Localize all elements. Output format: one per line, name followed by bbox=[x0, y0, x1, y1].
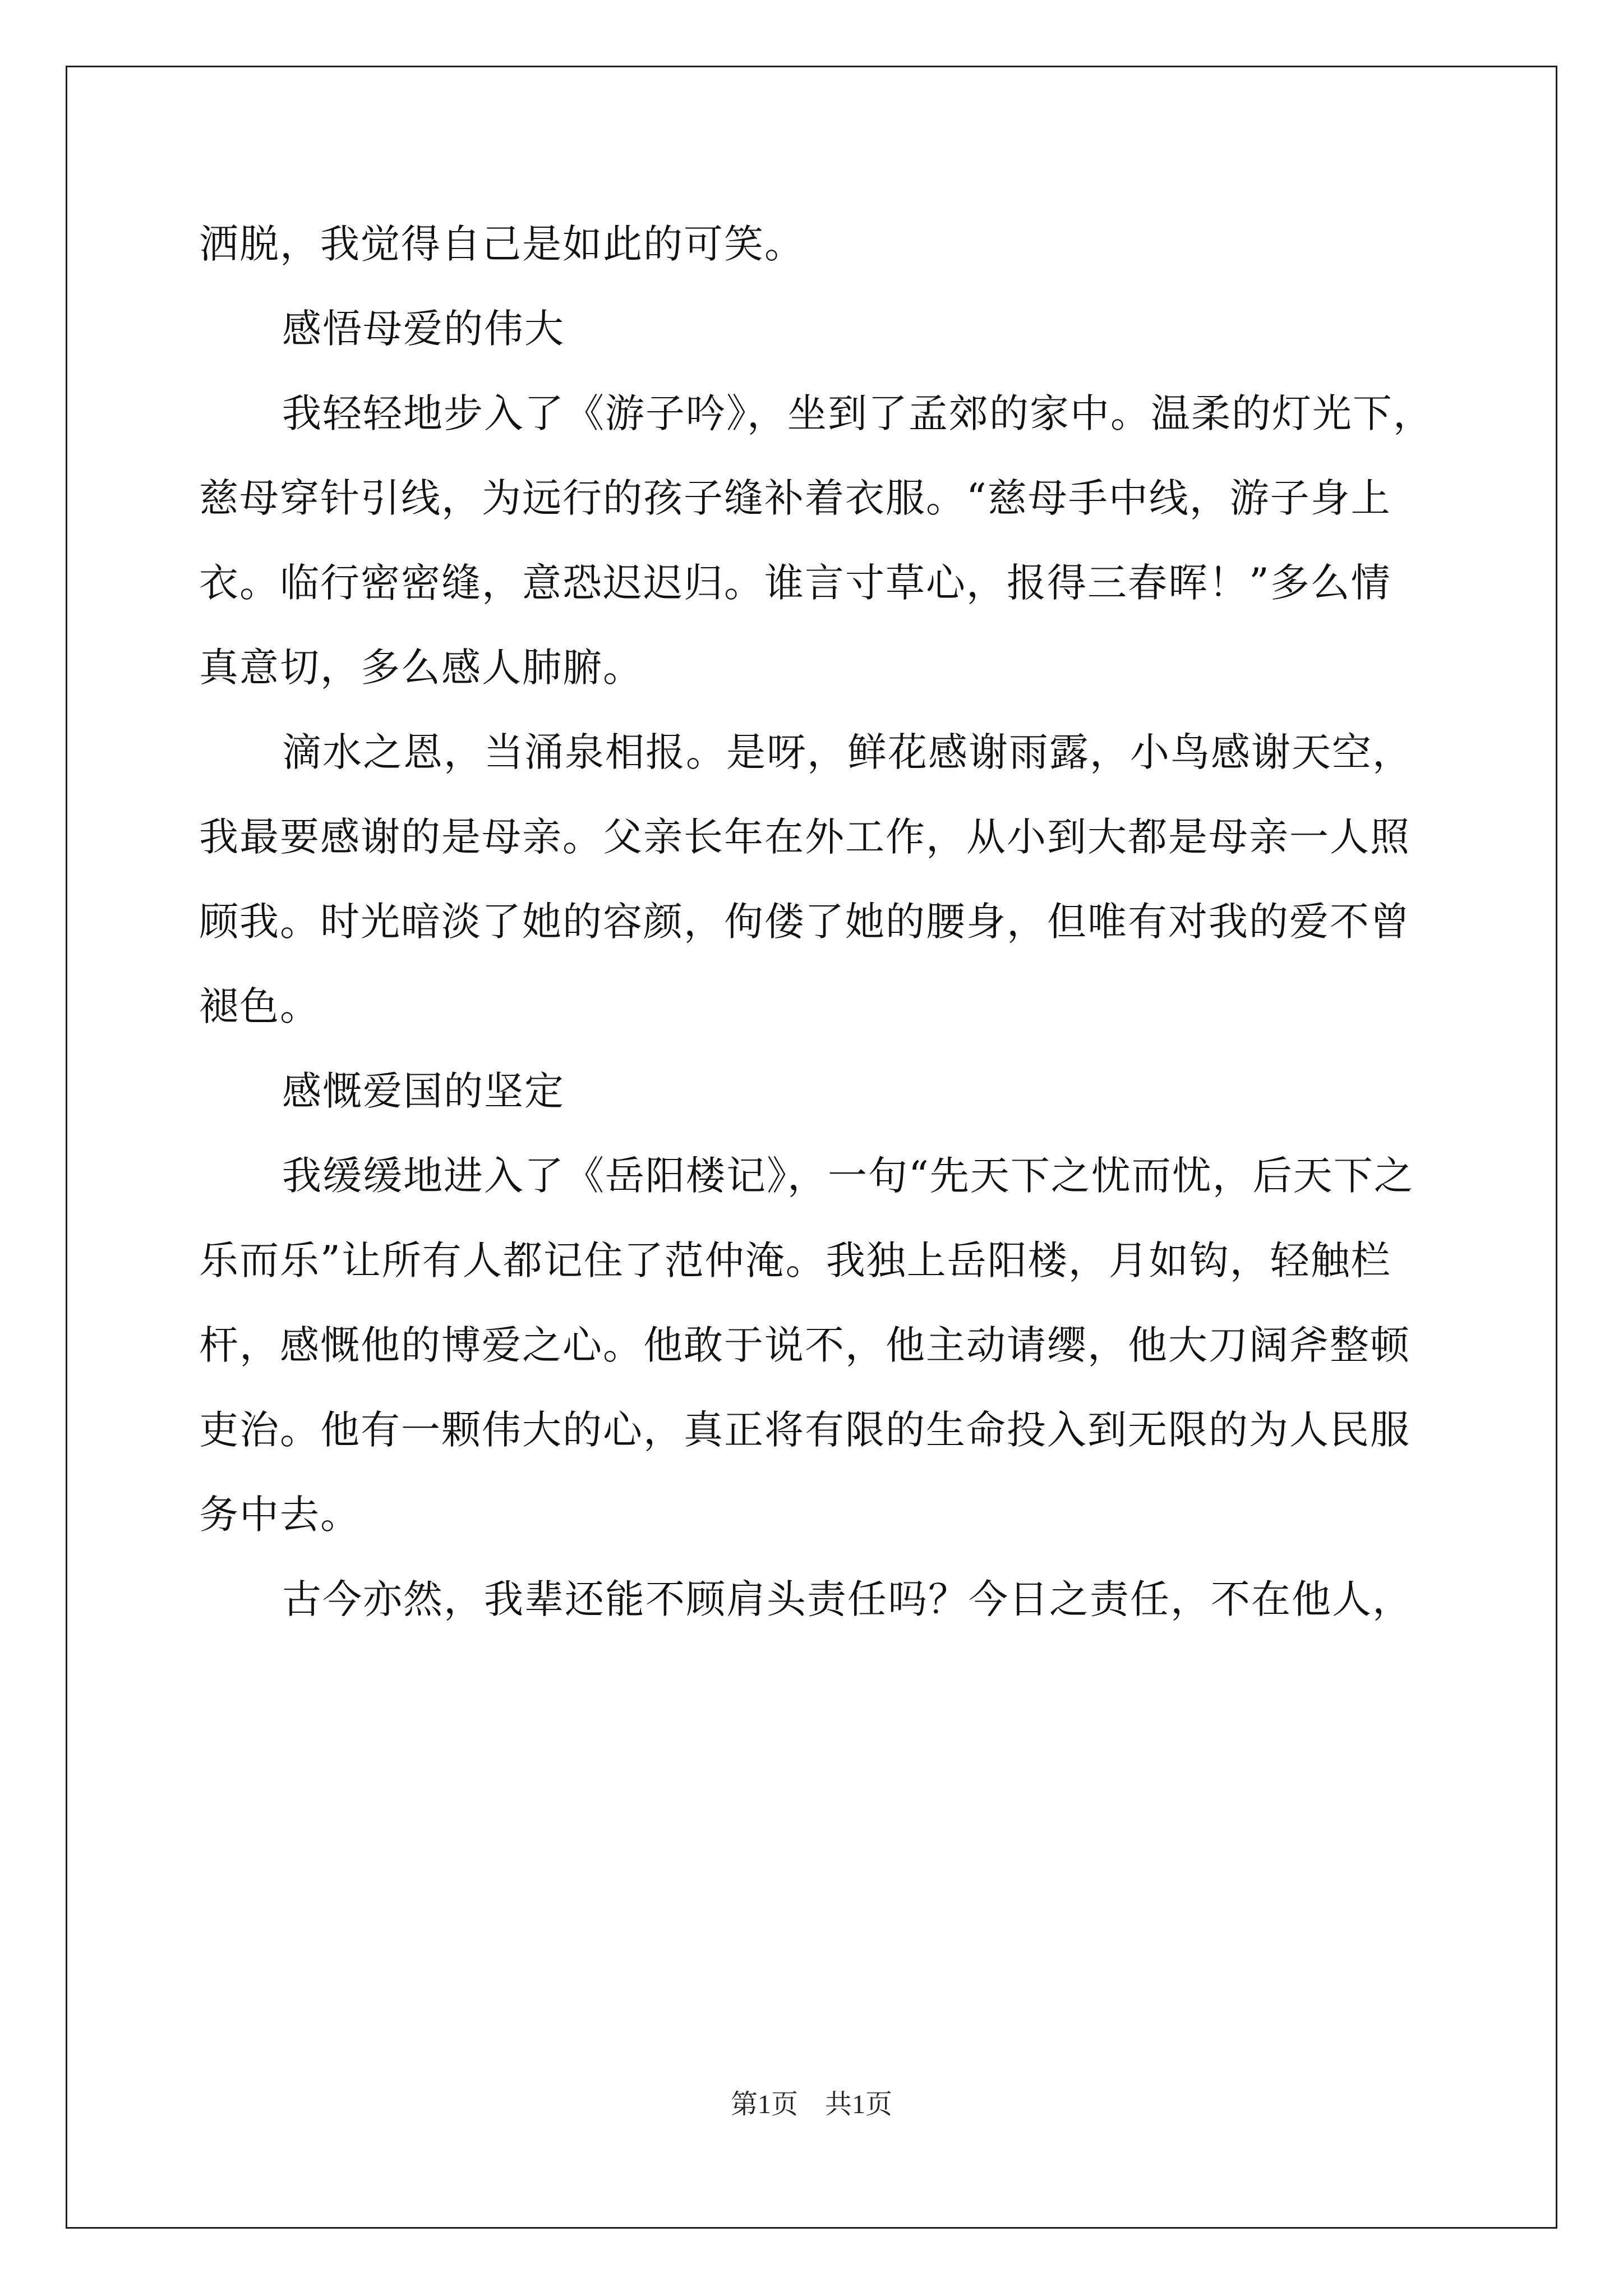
text-line: 真意切，多么感人肺腑。 bbox=[199, 645, 643, 691]
text-line: 务中去。 bbox=[199, 1492, 361, 1538]
text-line: 顾我。时光暗淡了她的容颜，佝偻了她的腰身，但唯有对我的爱不曾 bbox=[199, 899, 1410, 945]
text-line: 褪色。 bbox=[199, 983, 320, 1029]
text-line: 古今亦然，我辈还能不顾肩头责任吗？今日之责任，不在他人， bbox=[282, 1576, 1413, 1622]
text-line: 衣。临行密密缝，意恐迟迟归。谁言寸草心，报得三春晖！”多么情 bbox=[199, 560, 1391, 606]
page-footer: 第1页 共1页 bbox=[730, 2090, 892, 2119]
text-line: 我缓缓地进入了《岳阳楼记》，一句“先天下之忧而忧，后天下之 bbox=[282, 1153, 1414, 1199]
text-line: 杆，感慨他的博爱之心。他敢于说不，他主动请缨，他大刀阔斧整顿 bbox=[199, 1322, 1410, 1368]
text-line: 我轻轻地步入了《游子吟》，坐到了孟郊的家中。温柔的灯光下， bbox=[282, 390, 1433, 436]
section-heading: 感慨爱国的坚定 bbox=[282, 1068, 565, 1114]
text-line: 慈母穿针引线，为远行的孩子缝补着衣服。“慈母手中线，游子身上 bbox=[199, 475, 1391, 521]
text-line: 滴水之恩，当涌泉相报。是呀，鲜花感谢雨露，小鸟感谢天空， bbox=[282, 729, 1413, 775]
section-heading: 感悟母爱的伟大 bbox=[282, 306, 565, 352]
text-line: 洒脱，我觉得自己是如此的可笑。 bbox=[199, 221, 805, 267]
text-line: 我最要感谢的是母亲。父亲长年在外工作，从小到大都是母亲一人照 bbox=[199, 814, 1410, 860]
text-line: 吏治。他有一颗伟大的心，真正将有限的生命投入到无限的为人民服 bbox=[199, 1407, 1410, 1453]
text-line: 乐而乐”让所有人都记住了范仲淹。我独上岳阳楼，月如钩，轻触栏 bbox=[199, 1237, 1391, 1283]
